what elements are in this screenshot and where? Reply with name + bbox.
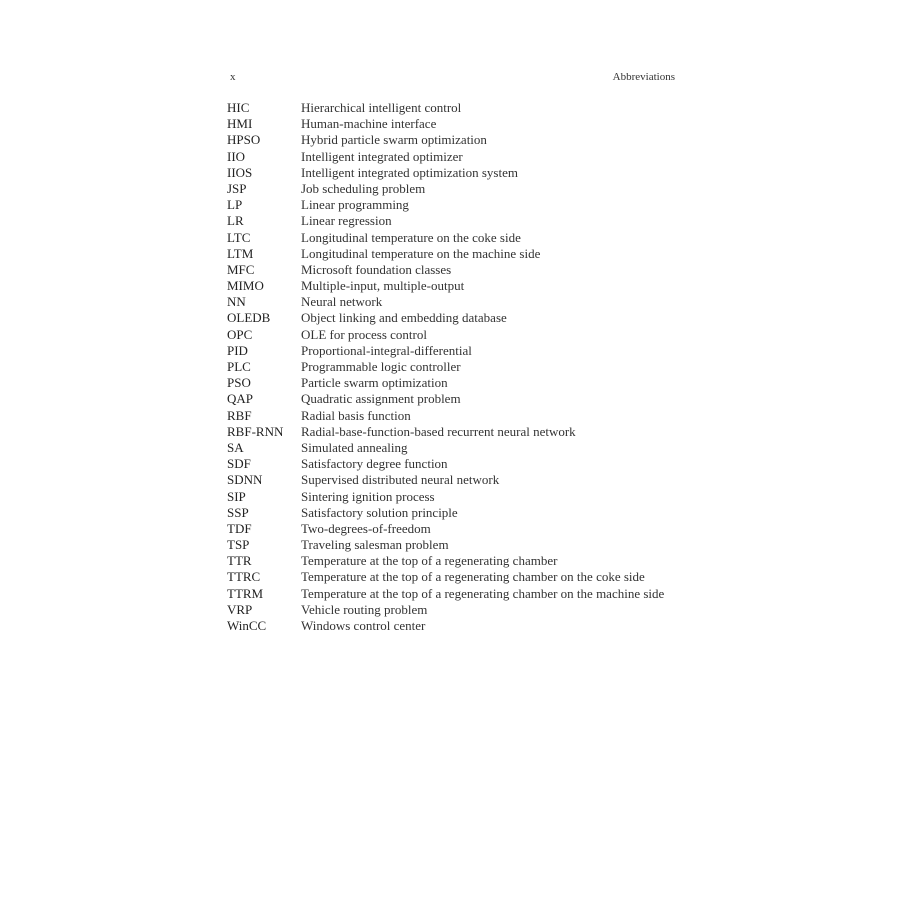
abbreviation-entry	[227, 197, 687, 213]
abbreviation-term: TTRM	[227, 585, 264, 601]
abbreviation-term: IIO	[227, 148, 246, 164]
abbreviation-entry	[227, 602, 687, 618]
abbreviation-definition: Linear regression	[301, 213, 392, 229]
abbreviation-term: SIP	[227, 488, 246, 504]
abbreviation-definition: Particle swarm optimization	[301, 375, 448, 391]
abbreviation-list	[227, 100, 687, 634]
abbreviation-entry	[227, 472, 687, 488]
abbreviation-term: QAP	[227, 391, 254, 407]
abbreviation-term: PSO	[227, 375, 251, 391]
abbreviation-entry	[227, 149, 687, 165]
abbreviation-definition: Hybrid particle swarm optimization	[301, 132, 487, 148]
abbreviation-definition: Human-machine interface	[301, 116, 437, 132]
abbreviation-term: LTM	[227, 245, 254, 261]
abbreviation-term: MFC	[227, 261, 255, 277]
abbreviation-term: OLEDB	[227, 310, 271, 326]
abbreviation-entry	[227, 213, 687, 229]
abbreviation-term: TTR	[227, 553, 252, 569]
abbreviation-definition: Radial-base-function-based recurrent neural network	[301, 423, 576, 439]
running-head	[230, 69, 675, 85]
abbreviation-term: TSP	[227, 537, 250, 553]
abbreviation-entry	[227, 165, 687, 181]
abbreviation-definition: Radial basis function	[301, 407, 411, 423]
abbreviation-definition: Temperature at the top of a regenerating chamber on the coke side	[301, 569, 645, 585]
abbreviation-definition: Microsoft foundation classes	[301, 261, 452, 277]
abbreviation-entry	[227, 343, 687, 359]
abbreviation-definition: Sintering ignition process	[301, 488, 435, 504]
abbreviation-entry	[227, 181, 687, 197]
abbreviation-entry	[227, 262, 687, 278]
abbreviation-entry	[227, 246, 687, 262]
abbreviation-definition: Object linking and embedding database	[301, 310, 507, 326]
abbreviation-entry	[227, 375, 687, 391]
abbreviation-term: SDNN	[227, 472, 263, 488]
abbreviation-term: JSP	[227, 180, 247, 196]
abbreviation-entry	[227, 586, 687, 602]
abbreviation-entry	[227, 618, 687, 634]
abbreviation-term: LP	[227, 197, 243, 213]
abbreviation-term: PID	[227, 342, 248, 358]
abbreviation-definition: Proportional-integral-differential	[301, 342, 472, 358]
abbreviation-definition: Two-degrees-of-freedom	[301, 520, 431, 536]
abbreviation-term: VRP	[227, 601, 253, 617]
abbreviation-entry	[227, 424, 687, 440]
abbreviation-term: TDF	[227, 520, 252, 536]
abbreviation-entry	[227, 537, 687, 553]
abbreviation-definition: Vehicle routing problem	[301, 601, 428, 617]
abbreviation-definition: Neural network	[301, 294, 383, 310]
abbreviation-definition: Hierarchical intelligent control	[301, 100, 462, 115]
abbreviation-definition: Intelligent integrated optimization system	[301, 164, 518, 180]
abbreviation-definition: Intelligent integrated optimizer	[301, 148, 463, 164]
abbreviation-definition: Simulated annealing	[301, 439, 408, 455]
abbreviation-definition: Job scheduling problem	[301, 180, 426, 196]
page-number: x	[230, 71, 236, 83]
abbreviation-entry	[227, 132, 687, 148]
abbreviation-term: SSP	[227, 504, 249, 520]
abbreviation-term: NN	[227, 294, 246, 310]
abbreviation-definition: OLE for process control	[301, 326, 427, 342]
abbreviation-definition: Longitudinal temperature on the coke side	[301, 229, 521, 245]
abbreviation-definition: Satisfactory degree function	[301, 456, 448, 472]
abbreviation-entry	[227, 359, 687, 375]
abbreviation-definition: Multiple-input, multiple-output	[301, 278, 465, 294]
abbreviation-term: LR	[227, 213, 244, 229]
abbreviation-entry	[227, 521, 687, 537]
abbreviation-entry	[227, 100, 687, 116]
abbreviation-term: SA	[227, 439, 244, 455]
abbreviation-entry	[227, 408, 687, 424]
abbreviation-term: HMI	[227, 116, 253, 132]
abbreviation-definition: Linear programming	[301, 197, 409, 213]
section-title: Abbreviations	[612, 71, 675, 83]
abbreviation-entry	[227, 489, 687, 505]
abbreviation-term: RBF-RNN	[227, 423, 284, 439]
abbreviation-definition: Quadratic assignment problem	[301, 391, 461, 407]
abbreviation-term: RBF	[227, 407, 252, 423]
abbreviation-entry	[227, 278, 687, 294]
abbreviation-entry	[227, 310, 687, 326]
abbreviation-definition: Longitudinal temperature on the machine side	[301, 245, 541, 261]
abbreviation-definition: Temperature at the top of a regenerating chamber on the machine side	[301, 585, 665, 601]
abbreviation-entry	[227, 456, 687, 472]
abbreviation-term: WinCC	[227, 618, 267, 633]
abbreviation-entry	[227, 116, 687, 132]
abbreviation-term: IIOS	[227, 164, 253, 180]
abbreviation-entry	[227, 327, 687, 343]
abbreviation-term: HPSO	[227, 132, 261, 148]
abbreviation-entry	[227, 230, 687, 246]
abbreviation-term: PLC	[227, 359, 251, 374]
abbreviation-entry	[227, 440, 687, 456]
abbreviation-entry	[227, 391, 687, 407]
abbreviation-definition: Satisfactory solution principle	[301, 504, 458, 520]
abbreviation-entry	[227, 553, 687, 569]
abbreviation-term: TTRC	[227, 569, 261, 585]
abbreviation-definition: Programmable logic controller	[301, 359, 461, 374]
abbreviation-term: MIMO	[227, 278, 264, 294]
abbreviation-entry	[227, 569, 687, 585]
abbreviation-term: HIC	[227, 100, 250, 115]
abbreviation-definition: Windows control center	[301, 618, 426, 633]
abbreviation-definition: Traveling salesman problem	[301, 537, 449, 553]
abbreviation-term: SDF	[227, 456, 251, 472]
abbreviation-term: OPC	[227, 326, 253, 342]
abbreviation-term: LTC	[227, 229, 251, 245]
abbreviation-entry	[227, 294, 687, 310]
abbreviation-definition: Supervised distributed neural network	[301, 472, 500, 488]
abbreviation-definition: Temperature at the top of a regenerating chamber	[301, 553, 558, 569]
abbreviation-entry	[227, 505, 687, 521]
